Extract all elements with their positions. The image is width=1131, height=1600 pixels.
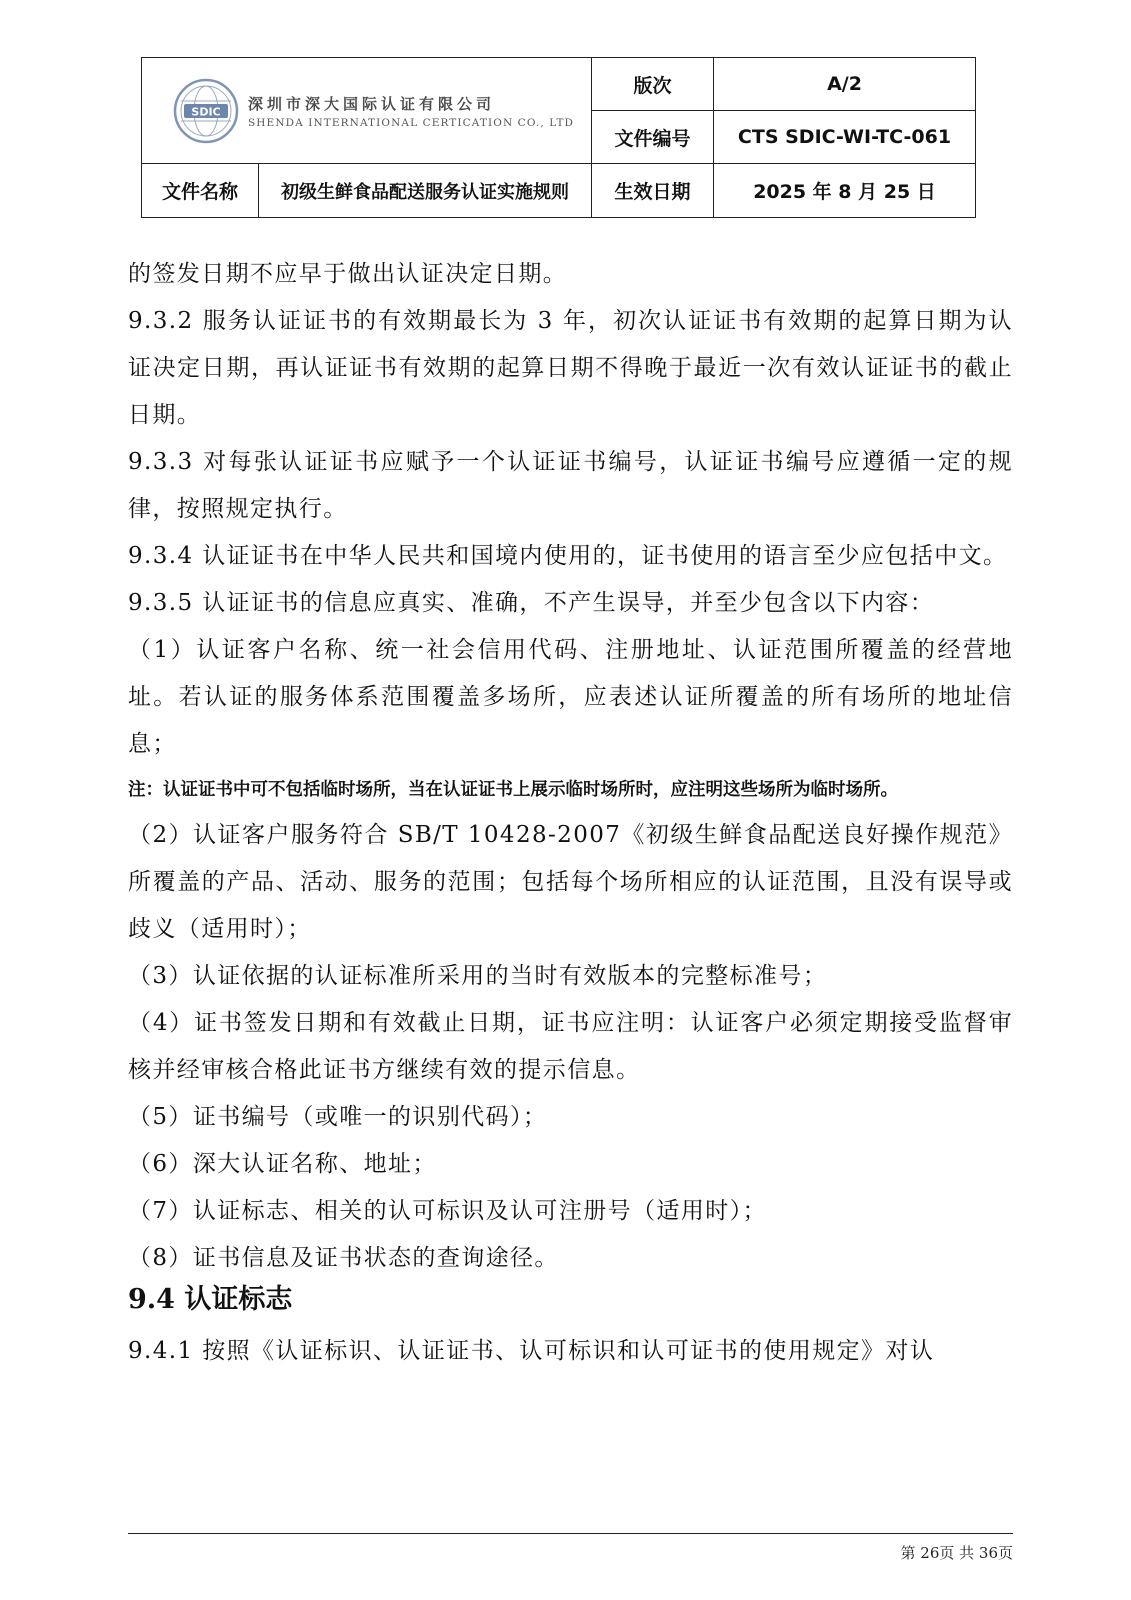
version-label: 版次 [592,58,714,111]
company-logo-icon [172,77,240,145]
clause-9-4-1: 9.4.1 按照《认证标识、认证证书、认可标识和认可证书的使用规定》对认 [128,1338,935,1364]
company-name-en: SHENDA INTERNATIONAL CERTICATION CO., LTD [248,116,575,129]
doc-no-label: 文件编号 [592,111,714,164]
logo-text: SDIC [191,105,221,118]
company-logo-cell [142,58,592,164]
list-item-6: （6）深大认证名称、地址； [128,1151,437,1177]
doc-name-label: 文件名称 [142,164,259,218]
note-text: 注：认证证书中可不包括临时场所，当在认证证书上展示临时场所时，应注明这些场所为临时场所。 [128,780,898,800]
clause-9-3-4: 9.3.4 认证证书在中华人民共和国境内使用的，证书使用的语言至少应包括中文。 [128,543,1008,569]
paragraph: 的签发日期不应早于做出认证决定日期。 [128,261,568,287]
list-item-5: （5）证书编号（或唯一的识别代码）； [128,1104,548,1130]
clause-9-3-2: 9.3.2 服务认证证书的有效期最长为 3 年，初次认证证书有效期的起算日期为认证决定日期，再认证证书有效期的起算日期不得晚于最近一次有效认证证书的截止日期。 [128,308,1013,428]
effective-date-label: 生效日期 [592,164,714,218]
clause-9-3-5: 9.3.5 认证证书的信息应真实、准确，不产生误导，并至少包含以下内容： [128,590,935,616]
document-body [128,251,1013,1375]
version-value: A/2 [714,58,976,111]
clause-9-3-3: 9.3.3 对每张认证证书应赋予一个认证证书编号，认证证书编号应遵循一定的规律，按照规定执行。 [128,449,1013,522]
list-item-7: （7）认证标志、相关的认可标识及认可注册号（适用时）； [128,1198,767,1224]
list-item-1: （1）认证客户名称、统一社会信用代码、注册地址、认证范围所覆盖的经营地址。若认证的服务体系范围覆盖多场所，应表述认证所覆盖的所有场所的地址信息； [128,637,1013,757]
footer-divider [128,1533,1013,1534]
doc-name-value: 初级生鲜食品配送服务认证实施规则 [259,164,592,218]
doc-no-value: CTS SDIC-WI-TC-061 [714,111,976,164]
section-heading-9-4: 9.4 认证标志 [128,1284,293,1315]
page-number: 第 26页 共 36页 [900,1544,1013,1562]
list-item-4: （4）证书签发日期和有效截止日期，证书应注明：认证客户必须定期接受监督审核并经审核合格此证书方继续有效的提示信息。 [128,1010,1013,1083]
list-item-8: （8）证书信息及证书状态的查询途径。 [128,1245,559,1271]
list-item-3: （3）认证依据的认证标准所采用的当时有效版本的完整标准号； [128,963,828,989]
effective-date-value: 2025 年 8 月 25 日 [714,164,976,218]
list-item-2: （2）认证客户服务符合 SB/T 10428-2007《初级生鲜食品配送良好操作规范》所覆盖的产品、活动、服务的范围；包括每个场所相应的认证范围，且没有误导或歧义（适用时）； [128,822,1013,942]
document-header-table [141,57,976,218]
company-name-cn: 深圳市深大国际认证有限公司 [248,94,496,113]
